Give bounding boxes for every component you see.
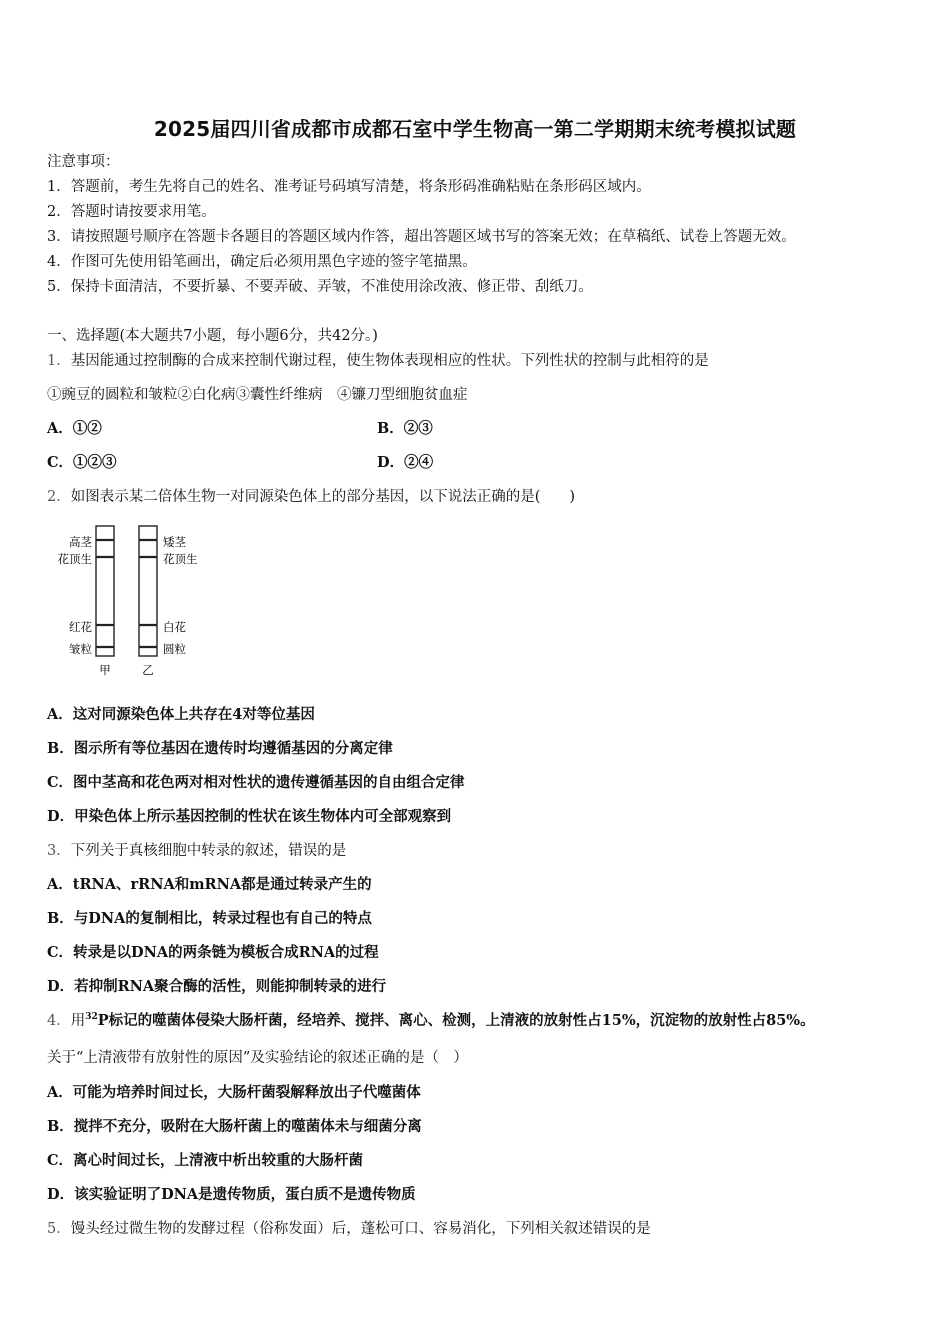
option-c[interactable]: C．离心时间过长，上清液中析出较重的大肠杆菌 (47, 1152, 364, 1169)
option-c[interactable]: C．①②③ (47, 454, 117, 471)
question-1-list: ①豌豆的圆粒和皱粒②白化病③囊性纤维病 ④镰刀型细胞贫血症 (47, 387, 468, 403)
question-4-stem (47, 1011, 815, 1031)
gene-label: 白花 (163, 620, 186, 634)
question-number: 3． (47, 843, 71, 859)
notice-heading: 注意事项： (47, 154, 120, 170)
gene-label: 矮茎 (163, 535, 186, 549)
option-d[interactable]: D．甲染色体上所示基因控制的性状在该生物体内可全部观察到 (47, 808, 452, 825)
option-c[interactable]: C．图中茎高和花色两对相对性状的遗传遵循基因的自由组合定律 (47, 774, 465, 791)
question-number: 4． (47, 1013, 71, 1029)
option-a[interactable]: A．tRNA、rRNA和mRNA都是通过转录产生的 (47, 876, 372, 893)
question-text: 基因能通过控制酶的合成来控制代谢过程，使生物体表现相应的性状。下列性状的控制与此相符的是 (70, 353, 709, 369)
option-d[interactable]: D．该实验证明了DNA是遗传物质，蛋白质不是遗传物质 (47, 1186, 416, 1203)
chromosome-name: 甲 (99, 663, 111, 677)
option-a[interactable]: A．这对同源染色体上共存在4对等位基因 (47, 706, 315, 723)
question-text: P标记的噬菌体侵染大肠杆菌，经培养、搅拌、离心、检测，上清液的放射性占15%，沉淀物的放射性占85%。 (97, 1012, 815, 1029)
notice-item: 1．答题前，考生先将自己的姓名、准考证号码填写清楚，将条形码准确粘贴在条形码区域内。 (47, 179, 651, 195)
option-a[interactable]: A．①② (47, 420, 102, 437)
option-b[interactable]: B．②③ (377, 420, 433, 437)
gene-label: 花顶生 (57, 552, 92, 566)
question-number: 2． (47, 489, 71, 505)
question-2-stem (47, 487, 575, 507)
gene-label: 红花 (69, 620, 92, 634)
notice-item: 3．请按照题号顺序在答题卡各题目的答题区域内作答，超出答题区域书写的答案无效；在草稿纸、试卷上答题无效。 (47, 229, 796, 245)
question-4-stem-continued: 关于“上清液带有放射性的原因”及实验结论的叙述正确的是（ ） (47, 1050, 468, 1066)
page-title: 2025届四川省成都市成都石室中学生物高一第二学期期末统考模拟试题 (153, 117, 797, 141)
isotope-superscript: 32 (85, 1012, 98, 1023)
question-3-stem (47, 841, 346, 861)
chromosome-figure (47, 520, 217, 682)
chromosome-name: 乙 (142, 663, 154, 677)
option-d[interactable]: D．若抑制RNA聚合酶的活性，则能抑制转录的进行 (47, 978, 387, 995)
notice-item: 4．作图可先使用铅笔画出，确定后必须用黑色字迹的签字笔描黑。 (47, 254, 477, 270)
question-text: 如图表示某二倍体生物一对同源染色体上的部分基因，以下说法正确的是( ) (70, 489, 576, 505)
option-a[interactable]: A．可能为培养时间过长，大肠杆菌裂解释放出子代噬菌体 (47, 1084, 421, 1101)
chromosome-jia (96, 526, 114, 656)
section-heading: 一、选择题(本大题共7小题，每小题6分，共42分。) (47, 328, 378, 344)
notice-item: 2．答题时请按要求用笔。 (47, 204, 216, 220)
gene-label: 花顶生 (163, 552, 198, 566)
gene-label: 皱粒 (69, 642, 92, 656)
option-d[interactable]: D．②④ (377, 454, 434, 471)
question-text: 用 (70, 1013, 86, 1029)
chromosome-yi (139, 526, 157, 656)
notice-item: 5．保持卡面清洁，不要折暴、不要弄破、弄皱，不准使用涂改液、修正带、刮纸刀。 (47, 279, 593, 295)
option-b[interactable]: B．与DNA的复制相比，转录过程也有自己的特点 (47, 910, 372, 927)
question-5-stem (47, 1219, 651, 1239)
question-number: 5． (47, 1221, 71, 1237)
question-number: 1． (47, 353, 71, 369)
option-b[interactable]: B．图示所有等位基因在遗传时均遵循基因的分离定律 (47, 740, 393, 757)
question-1-stem (47, 351, 709, 371)
gene-label: 高茎 (69, 535, 92, 549)
question-text: 馒头经过微生物的发酵过程（俗称发面）后，蓬松可口、容易消化，下列相关叙述错误的是 (70, 1221, 651, 1237)
option-b[interactable]: B．搅拌不充分，吸附在大肠杆菌上的噬菌体未与细菌分离 (47, 1118, 422, 1135)
gene-label: 圆粒 (163, 642, 186, 656)
option-c[interactable]: C．转录是以DNA的两条链为模板合成RNA的过程 (47, 944, 379, 961)
question-text: 下列关于真核细胞中转录的叙述，错误的是 (70, 843, 347, 859)
